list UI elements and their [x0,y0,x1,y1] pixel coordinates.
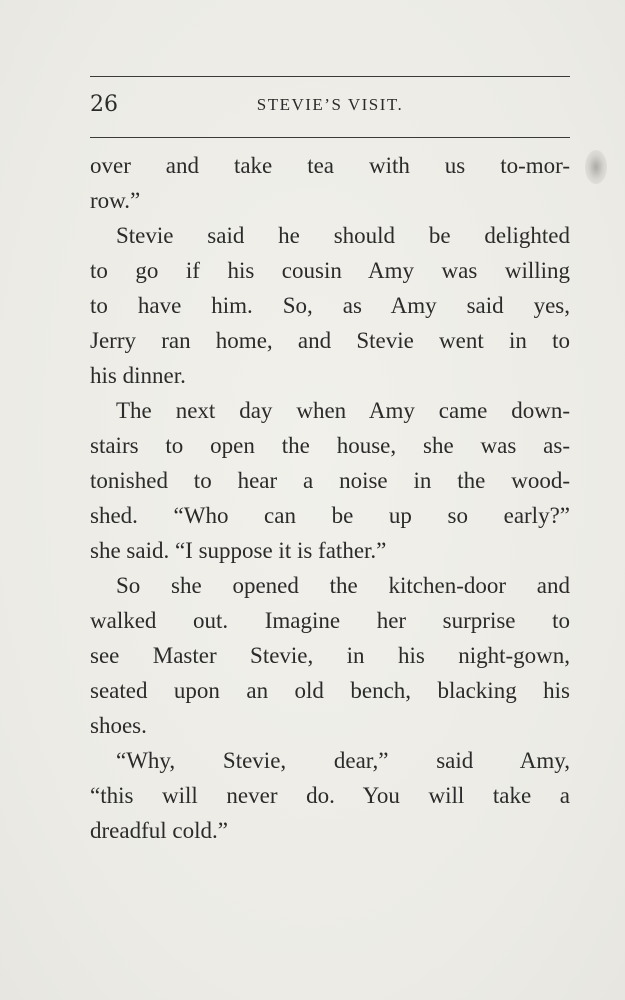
text-line: Stevie said he should be delighted [116,223,570,248]
page-header [90,92,570,122]
text-line: she said. “I suppose it is father.” [90,538,387,563]
paragraph-3 [90,393,570,568]
header-rule-bottom [90,137,570,138]
text-line: seated upon an old bench, blacking his [90,678,570,703]
paragraph-2 [90,218,570,393]
text-line: “this will never do. You will take a [90,783,570,808]
text-line: to go if his cousin Amy was willing [90,258,570,283]
text-line: Jerry ran home, and Stevie went in to [90,328,570,353]
text-line: dreadful cold.” [90,818,228,843]
text-line: over and take tea with us to-mor- [90,153,570,178]
body-text [90,148,570,848]
page-smudge [585,150,607,184]
paragraph-1 [90,148,570,218]
text-line: shed. “Who can be up so early?” [90,503,570,528]
text-line: shoes. [90,713,147,738]
text-line: So she opened the kitchen-door and [116,573,570,598]
text-line: stairs to open the house, she was as- [90,433,570,458]
text-line: tonished to hear a noise in the wood- [90,468,570,493]
text-line: to have him. So, as Amy said yes, [90,293,570,318]
page-number: 26 [90,92,118,117]
header-rule-top [90,76,570,77]
text-line: “Why, Stevie, dear,” said Amy, [116,748,570,773]
text-line: row.” [90,188,141,213]
paragraph-4 [90,568,570,743]
text-line: see Master Stevie, in his night-gown, [90,643,570,668]
text-line: The next day when Amy came down- [116,398,570,423]
text-line: his dinner. [90,363,186,388]
text-line: walked out. Imagine her surprise to [90,608,570,633]
paragraph-5 [90,743,570,848]
running-head: STEVIE’S VISIT. [256,95,404,114]
